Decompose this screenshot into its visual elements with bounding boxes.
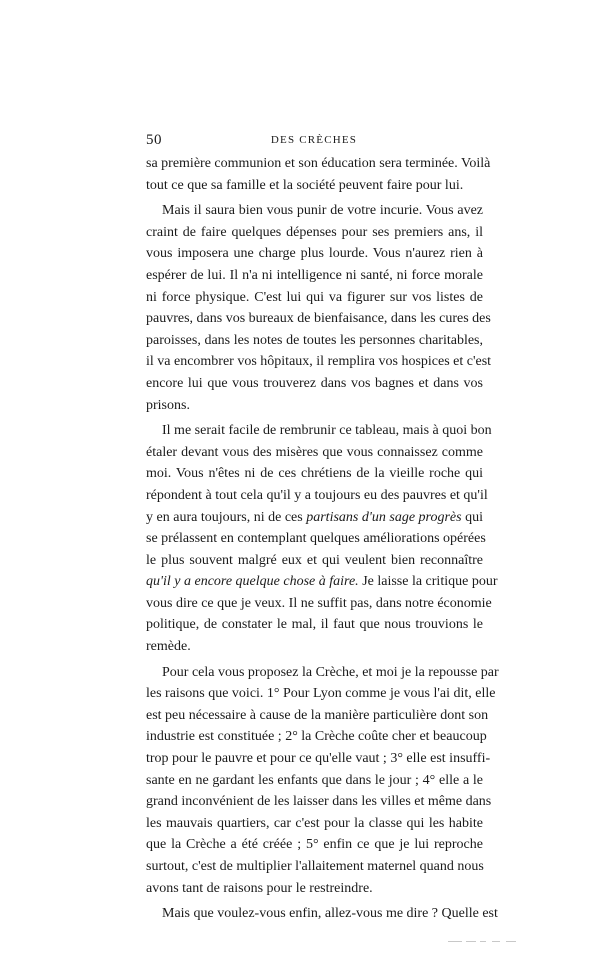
- text-line: espérer de lui. Il n'a ni intelligence ni santé, ni force morale: [146, 267, 483, 283]
- text-line: encore lui que vous trouverez dans vos bagnes et dans vos: [146, 375, 483, 391]
- text-line: Il me serait facile de rembrunir ce tableau, mais à quoi bon: [162, 423, 492, 439]
- text-line: sa première communion et son éducation sera terminée. Voilà: [146, 156, 491, 171]
- page-number: 50: [146, 132, 162, 148]
- text-line: moi. Vous n'êtes ni de ces chrétiens de la vieille roche qui: [146, 466, 483, 482]
- text-line: Mais que voulez-vous enfin, allez-vous me dire ? Quelle est: [162, 906, 498, 922]
- scan-artifact-marks: [448, 940, 518, 944]
- text-line: le plus souvent malgré eux et qui veulent bien reconnaître: [146, 552, 483, 568]
- italic-phrase: qu'il y a encore quelque chose à faire.: [146, 574, 359, 590]
- text-line: politique, de constater le mal, il faut que nous trouvions le: [146, 617, 483, 633]
- text-line: industrie est constituée ; 2° la Crèche coûte cher et beaucoup: [146, 729, 487, 745]
- text-line: il va encombrer vos hôpitaux, il remplira vos hospices et c'est: [146, 354, 492, 370]
- text-line: avons tant de raisons pour le restreindre.: [146, 880, 373, 896]
- body-text: [146, 153, 499, 925]
- text-line: y en aura toujours, ni de ces partisans d'un sage progrès qui: [146, 509, 483, 525]
- text-line: Mais il saura bien vous punir de votre incurie. Vous avez: [162, 203, 483, 219]
- running-head: [146, 132, 482, 152]
- text-line: craint de faire quelques dépenses pour ses premiers ans, il: [146, 224, 483, 240]
- text-line: surtout, c'est de multiplier l'allaitement maternel quand nous: [146, 859, 484, 874]
- text-line: tout ce que sa famille et la société peuvent faire pour lui.: [146, 177, 464, 193]
- text-line: Pour cela vous proposez la Crèche, et moi je la repousse par: [162, 664, 499, 680]
- text-line: trop pour le pauvre et pour ce qu'elle vaut ; 3° elle est insuffi-: [146, 751, 491, 767]
- text-line: se prélassent en contemplant quelques améliorations opérées: [146, 531, 486, 547]
- text-line: sante en ne gardant les enfants que dans le jour ; 4° elle a le: [146, 772, 483, 788]
- text-line: est peu nécessaire à cause de la manière particulière dont son: [146, 707, 489, 723]
- text-line: ni force physique. C'est lui qui va figurer sur vos listes de: [146, 289, 483, 305]
- text-line: vous dire ce que je veux. Il ne suffit pas, dans notre économie: [146, 595, 492, 611]
- text-line: étaler devant vous des misères que vous connaissez comme: [146, 444, 483, 460]
- text-line: répondent à tout cela qu'il y a toujours eu des pauvres et qu'il: [146, 487, 488, 503]
- text-line: prisons.: [146, 397, 190, 413]
- text-line: remède.: [146, 639, 191, 655]
- text-line: paroisses, dans les notes de toutes les personnes charitables,: [146, 332, 483, 348]
- running-title: DES CRÈCHES: [270, 134, 358, 146]
- text-line: les raisons que voici. 1° Pour Lyon comme je vous l'ai dit, elle: [146, 686, 496, 702]
- text-line: vous imposera une charge plus lourde. Vous n'aurez rien à: [146, 246, 483, 262]
- text-line: grand inconvénient de les laisser dans les villes et même dans: [146, 794, 492, 810]
- text-line: qu'il y a encore quelque chose à faire. Je laisse la critique pour: [146, 574, 498, 590]
- italic-phrase: partisans d'un sage progrès: [306, 509, 462, 525]
- text-line: que la Crèche a été créée ; 5° enfin ce que je lui reproche: [146, 837, 483, 853]
- text-line: les mauvais quartiers, car c'est pour la classe qui les habite: [146, 815, 483, 831]
- text-line: pauvres, dans vos bureaux de bienfaisance, dans les cures des: [146, 311, 491, 327]
